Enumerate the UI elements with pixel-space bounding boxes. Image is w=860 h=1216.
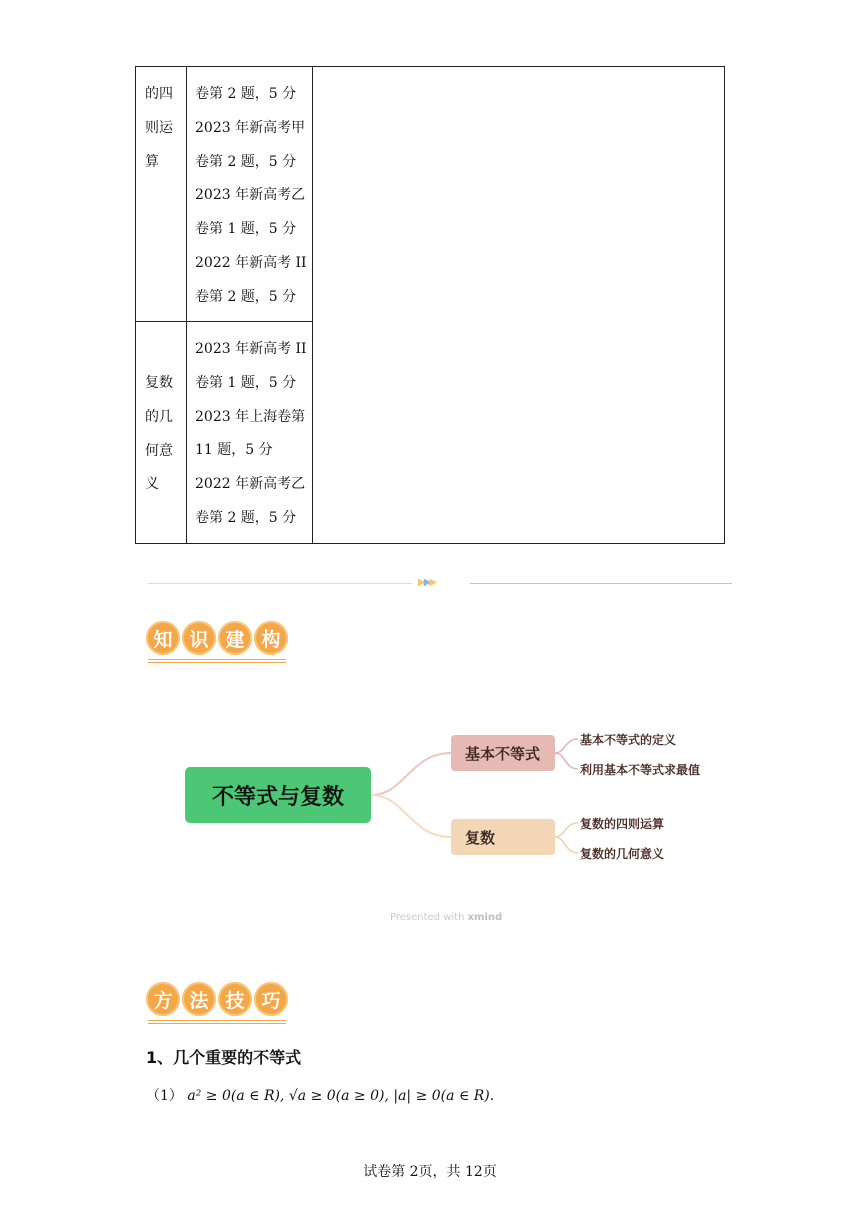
mind-map-leaf: 基本不等式的定义 (580, 733, 677, 747)
section-header-methods (146, 982, 288, 1016)
source-line: 2023 年新高考乙 (195, 187, 306, 204)
header-char: 巧 (254, 982, 288, 1016)
topic-cell (136, 322, 187, 544)
header-char: 法 (182, 982, 216, 1016)
source-line: 卷第 2 题，5 分 (195, 153, 297, 170)
table-row (136, 67, 725, 322)
source-line: 卷第 1 题，5 分 (195, 221, 297, 238)
mind-map-leaf: 利用基本不等式求最值 (580, 763, 701, 777)
formula-line (146, 1085, 494, 1105)
header-char: 建 (218, 621, 252, 655)
section-divider (148, 578, 732, 590)
header-char: 知 (146, 621, 180, 655)
source-line: 卷第 2 题，5 分 (195, 509, 297, 526)
mind-map (140, 700, 720, 930)
header-char: 识 (182, 621, 216, 655)
topic-line: 何意 (145, 442, 173, 459)
header-char: 构 (254, 621, 288, 655)
exam-table (135, 66, 725, 544)
divider-line-left (148, 583, 412, 584)
mind-map-branch: 复数 (451, 819, 555, 855)
watermark-prefix: Presented with (390, 912, 465, 923)
header-underline (148, 1020, 286, 1026)
divider-line-right (470, 583, 732, 584)
mind-map-branch: 基本不等式 (451, 735, 555, 771)
topic-cell (136, 67, 187, 322)
source-cell (187, 322, 313, 544)
triple-arrow-icon: ▶▶▶ (418, 577, 436, 588)
source-line: 2023 年新高考 II (195, 341, 307, 357)
blank-cell (313, 67, 725, 544)
header-char: 技 (218, 982, 252, 1016)
mind-map-leaf: 复数的四则运算 (580, 817, 665, 831)
source-line: 2023 年上海卷第 (195, 408, 306, 425)
section-header-knowledge (146, 621, 288, 655)
topic-line: 算 (145, 153, 159, 170)
source-line: 卷第 2 题，5 分 (195, 86, 297, 102)
source-line: 卷第 1 题，5 分 (195, 374, 297, 391)
topic-line: 的几 (145, 408, 173, 425)
topic-line: 则运 (145, 119, 173, 136)
source-line: 卷第 2 题，5 分 (195, 288, 297, 305)
header-char: 方 (146, 982, 180, 1016)
formula-label: （1） (146, 1088, 183, 1104)
source-line: 2022 年新高考 II (195, 254, 307, 271)
topic-line: 复数 (145, 375, 173, 391)
source-line: 11 题，5 分 (195, 442, 273, 459)
formula-text: a² ≥ 0(a ∈ R), √a ≥ 0(a ≥ 0), |a| ≥ 0(a ∈ R). (187, 1088, 495, 1104)
subsection-heading: 1、几个重要的不等式 (146, 1048, 302, 1067)
source-cell (187, 67, 313, 322)
topic-line: 的四 (145, 86, 173, 102)
header-underline (148, 659, 286, 665)
source-line: 2023 年新高考甲 (195, 119, 306, 136)
mind-map-root: 不等式与复数 (185, 767, 371, 823)
source-line: 2022 年新高考乙 (195, 476, 306, 493)
watermark-brand: xmind (467, 912, 503, 923)
topic-line: 义 (145, 476, 159, 493)
mind-map-leaf: 复数的几何意义 (580, 847, 665, 861)
page-footer: 试卷第 2页，共 12页 (363, 1164, 497, 1180)
xmind-watermark (390, 912, 502, 923)
